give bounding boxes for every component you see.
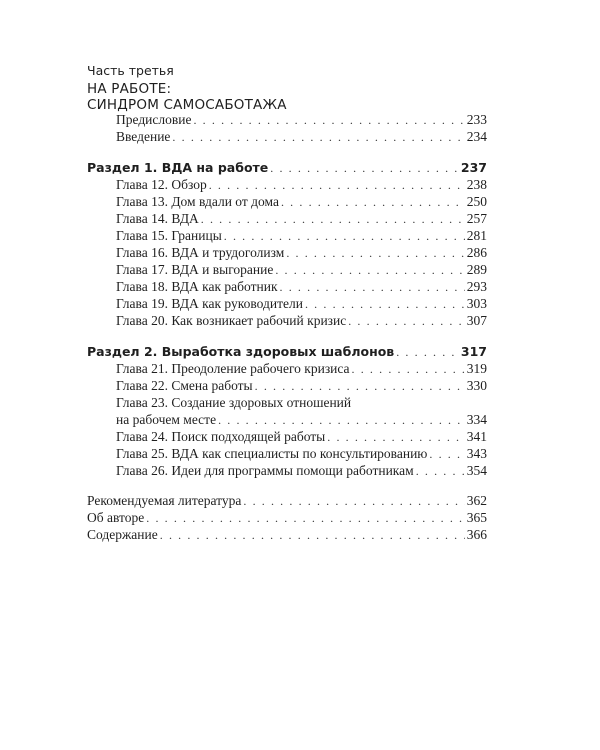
toc-entry-text: Глава 26. Идеи для программы помощи работникам (116, 463, 414, 478)
toc-page-number: 289 (466, 262, 487, 277)
toc-chapter (116, 244, 487, 262)
toc-entry-text: Об авторе (87, 510, 145, 525)
toc-chapter (116, 360, 487, 378)
toc-page-number: 303 (466, 296, 487, 311)
toc-page-number: 307 (466, 313, 487, 328)
toc-chapter (116, 377, 487, 395)
toc-chapter (116, 227, 487, 245)
toc-page-number: 293 (466, 279, 487, 294)
toc-entry-contents (87, 526, 487, 544)
toc-entry-introduction (116, 128, 487, 146)
dot-leader (243, 492, 464, 510)
toc-page-number: 257 (466, 211, 487, 226)
toc-chapter (116, 428, 487, 446)
toc-page-number: 362 (466, 493, 487, 508)
toc-chapter (116, 210, 487, 228)
toc-chapter (116, 176, 487, 194)
toc-chapter (116, 278, 487, 296)
toc-entry-text: Глава 12. Обзор (116, 177, 207, 192)
toc-chapter (116, 445, 487, 463)
toc-section-2 (87, 343, 487, 361)
toc-chapter (116, 261, 487, 279)
toc-entry-text: Глава 19. ВДА как руководители (116, 296, 303, 311)
dot-leader (396, 343, 459, 361)
toc-chapter (116, 193, 487, 211)
toc-page-number: 317 (460, 344, 487, 359)
dot-leader (429, 445, 464, 463)
toc-entry-text: Глава 20. Как возникает рабочий кризис (116, 313, 347, 328)
dot-leader (305, 295, 465, 313)
dot-leader (201, 210, 465, 228)
toc-chapter-continuation (116, 411, 487, 429)
dot-leader (172, 128, 464, 146)
toc-entry-recommended-reading (87, 492, 487, 510)
toc-page-number: 238 (466, 177, 487, 192)
toc-entry-text: Глава 25. ВДА как специалисты по консультированию (116, 446, 428, 461)
toc-entry-text: Глава 15. Границы (116, 228, 222, 243)
dot-leader (286, 244, 464, 262)
toc-entry-text: Содержание (87, 527, 158, 542)
dot-leader (281, 193, 465, 211)
toc-entry-text: Глава 13. Дом вдали от дома (116, 194, 279, 209)
toc-chapter-title-line-1: Глава 23. Создание здоровых отношений (116, 395, 352, 410)
dot-leader (146, 509, 465, 527)
toc-entry-text: на рабочем месте (116, 412, 217, 427)
dot-leader (160, 526, 465, 544)
toc-page-number: 341 (466, 429, 487, 444)
toc-entry-text: Глава 21. Преодоление рабочего кризиса (116, 361, 350, 376)
dot-leader (209, 176, 465, 194)
dot-leader (348, 312, 465, 330)
dot-leader (275, 261, 464, 279)
toc-page-number: 286 (466, 245, 487, 260)
toc-page-number: 334 (466, 412, 487, 427)
dot-leader (416, 462, 465, 480)
dot-leader (224, 227, 465, 245)
toc-page-number: 330 (466, 378, 487, 393)
toc-chapter (116, 462, 487, 480)
toc-entry-text: Глава 17. ВДА и выгорание (116, 262, 274, 277)
part-title-line-1: НА РАБОТЕ: (87, 81, 172, 97)
toc-page-number: 234 (466, 129, 487, 144)
toc-page-number: 365 (466, 510, 487, 525)
toc-entry-text: Глава 24. Поиск подходящей работы (116, 429, 326, 444)
toc-page-number: 366 (466, 527, 487, 542)
toc-page-number: 343 (466, 446, 487, 461)
toc-page-number: 281 (466, 228, 487, 243)
dot-leader (218, 411, 465, 429)
dot-leader (255, 377, 465, 395)
toc-section-1 (87, 159, 487, 177)
toc-entry-text: Глава 16. ВДА и трудоголизм (116, 245, 285, 260)
toc-entry-preface (116, 111, 487, 129)
toc-section-title: Раздел 1. ВДА на работе (87, 160, 269, 175)
dot-leader (327, 428, 465, 446)
dot-leader (352, 360, 465, 378)
dot-leader (270, 159, 459, 177)
toc-page-number: 354 (466, 463, 487, 478)
part-title-line-2: СИНДРОМ САМОСАБОТАЖА (87, 97, 287, 113)
toc-entry-about-author (87, 509, 487, 527)
toc-chapter (116, 312, 487, 330)
toc-page-number: 237 (460, 160, 487, 175)
toc-section-title: Раздел 2. Выработка здоровых шаблонов (87, 344, 395, 359)
toc-page-number: 319 (466, 361, 487, 376)
toc-page-number: 250 (466, 194, 487, 209)
toc-entry-text: Глава 22. Смена работы (116, 378, 253, 393)
toc-chapter (116, 295, 487, 313)
toc-entry-text: Глава 18. ВДА как работник (116, 279, 278, 294)
dot-leader (280, 278, 465, 296)
toc-entry-text: Введение (116, 129, 171, 144)
toc-entry-text: Рекомендуемая литература (87, 493, 242, 508)
toc-page-number: 233 (466, 112, 487, 127)
toc-entry-text: Глава 14. ВДА (116, 211, 199, 226)
part-label: Часть третья (87, 63, 174, 78)
toc-entry-text: Предисловие (116, 112, 192, 127)
dot-leader (193, 111, 464, 129)
